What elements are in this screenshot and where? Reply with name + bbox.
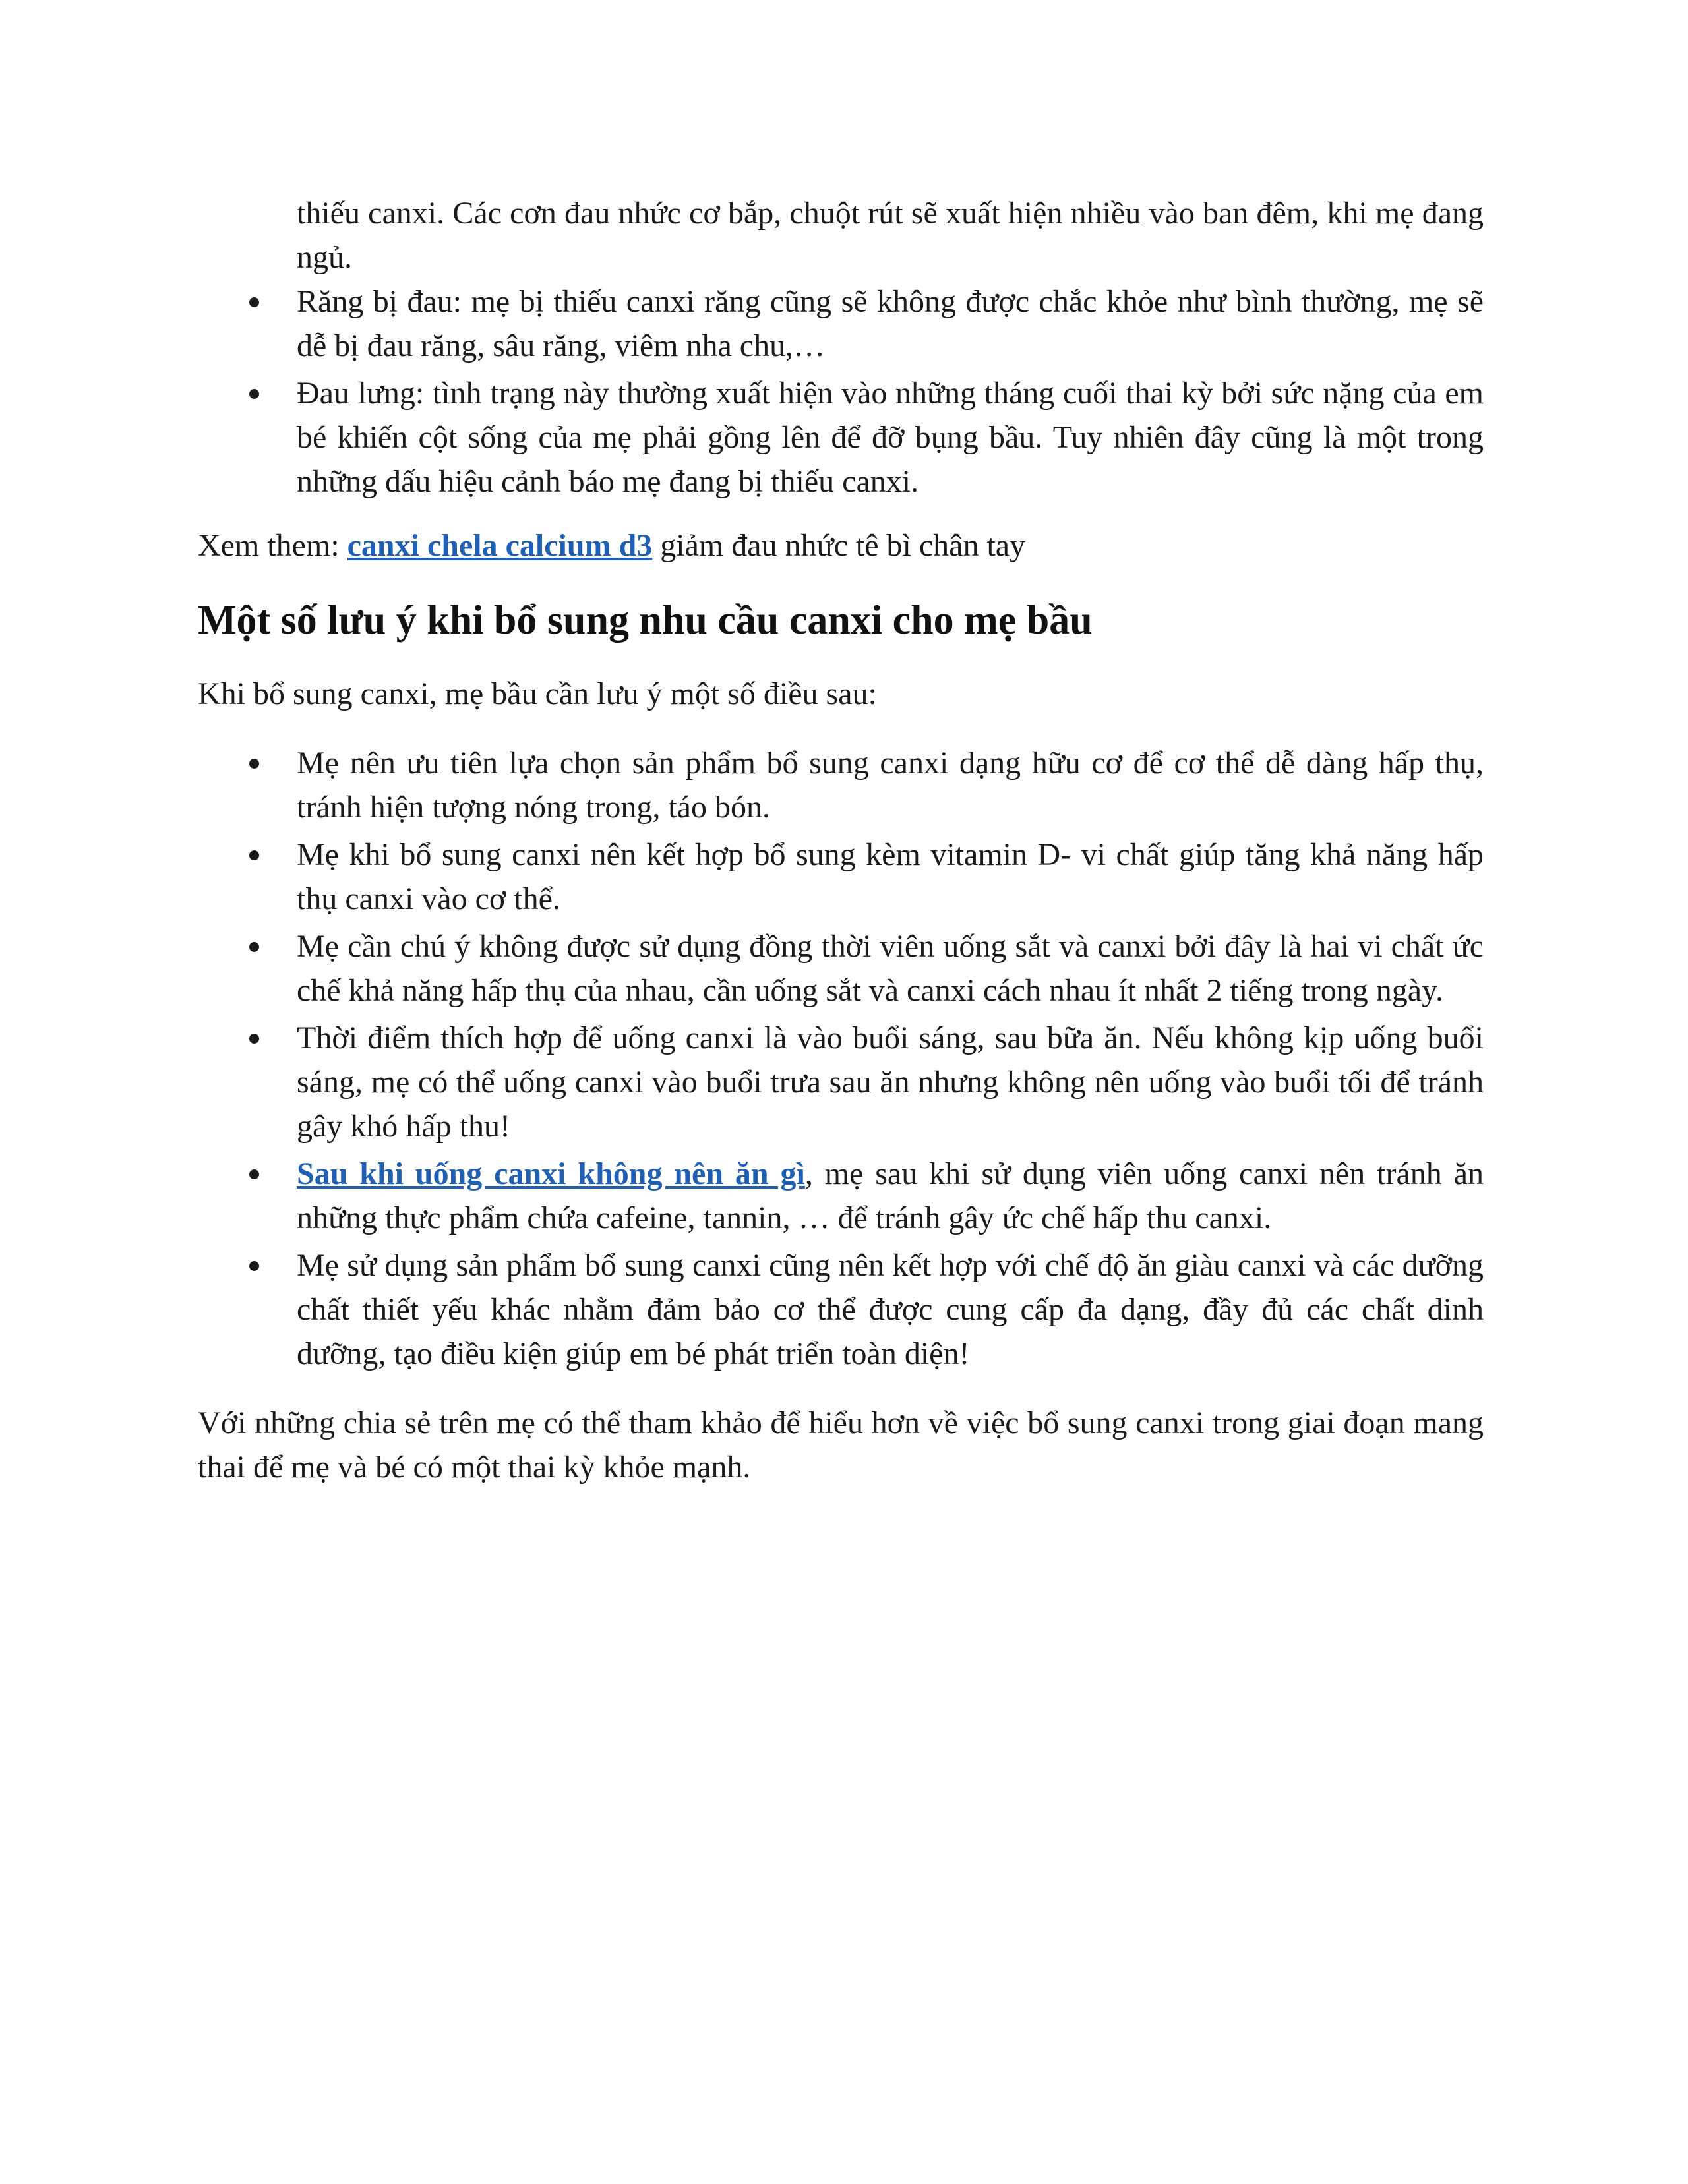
bullet-icon	[249, 1034, 259, 1044]
list-item	[198, 1243, 1484, 1376]
bullet-icon	[249, 759, 259, 769]
list-item-text: Mẹ khi bổ sung canxi nên kết hợp bổ sung kèm vitamin D- vi chất giúp tăng khả năng hấp thụ canxi vào cơ thể.	[297, 837, 1484, 916]
tips-list	[198, 741, 1484, 1376]
list-item	[198, 924, 1484, 1013]
list-item-continuation: thiếu canxi. Các cơn đau nhức cơ bắp, chuột rút sẽ xuất hiện nhiều vào ban đêm, khi mẹ đang ngủ.	[297, 196, 1484, 275]
list-item-text: Mẹ nên ưu tiên lựa chọn sản phẩm bổ sung canxi dạng hữu cơ để cơ thể dễ dàng hấp thụ, tránh hiện tượng nóng trong, táo bón.	[297, 746, 1484, 825]
bullet-icon	[249, 1261, 259, 1271]
bullet-icon	[249, 389, 259, 399]
see-more-suffix: giảm đau nhức tê bì chân tay	[652, 528, 1026, 563]
list-item-text: , mẹ sau khi sử dụng viên uống canxi nên tránh ăn những thực phẩm chứa cafeine, tannin, … để tránh gây ức chế hấp thu canxi.	[297, 1156, 1484, 1235]
list-item	[198, 1016, 1484, 1148]
see-more-prefix: Xem them:	[198, 528, 347, 563]
section-heading: Một số lưu ý khi bổ sung nhu cầu canxi cho mẹ bầu	[198, 598, 1093, 643]
bullet-icon	[249, 1169, 259, 1179]
list-item-text: Mẹ cần chú ý không được sử dụng đồng thời viên uống sắt và canxi bởi đây là hai vi chất ức chế khả năng hấp thụ của nhau, cần uống sắt và canxi cách nhau ít nhất 2 tiếng trong ngày.	[297, 929, 1484, 1008]
after-calcium-food-link[interactable]: Sau khi uống canxi không nên ăn gì	[297, 1156, 805, 1191]
bullet-icon	[249, 942, 259, 952]
closing-paragraph: Với những chia sẻ trên mẹ có thể tham khảo để hiểu hơn về việc bổ sung canxi trong giai đoạn mang thai để mẹ và bé có một thai kỳ khỏe mạnh.	[198, 1405, 1484, 1485]
bullet-icon	[249, 297, 259, 307]
list-item-text: Thời điểm thích hợp để uống canxi là vào buổi sáng, sau bữa ăn. Nếu không kịp uống buổi sáng, mẹ có thể uống canxi vào buổi trưa sau ăn nhưng không nên uống vào buổi tối để tránh gây khó hấp thu!	[297, 1020, 1484, 1144]
intro-paragraph: Khi bổ sung canxi, mẹ bầu cần lưu ý một số điều sau:	[198, 676, 877, 711]
list-item	[198, 833, 1484, 921]
list-item-text: Mẹ sử dụng sản phẩm bổ sung canxi cũng nên kết hợp với chế độ ăn giàu canxi và các dưỡng chất thiết yếu khác nhằm đảm bảo cơ thể được cung cấp đa dạng, đầy đủ các chất dinh dưỡng, tạo điều kiện giúp em bé phát triển toàn diện!	[297, 1248, 1484, 1371]
list-item	[198, 1152, 1484, 1240]
list-item-text: Đau lưng: tình trạng này thường xuất hiện vào những tháng cuối thai kỳ bởi sức nặng của em bé khiến cột sống của mẹ phải gồng lên để đỡ bụng bầu. Tuy nhiên đây cũng là một trong những dấu hiệu cảnh báo mẹ đang bị thiếu canxi.	[297, 376, 1484, 499]
list-item-text: Răng bị đau: mẹ bị thiếu canxi răng cũng sẽ không được chắc khỏe như bình thường, mẹ sẽ dễ bị đau răng, sâu răng, viêm nha chu,…	[297, 284, 1484, 363]
see-more-line	[198, 523, 1484, 568]
symptom-list	[198, 280, 1484, 504]
calcium-d3-link[interactable]: canxi chela calcium d3	[347, 528, 653, 563]
list-item	[198, 741, 1484, 829]
bullet-icon	[249, 850, 259, 860]
list-item	[198, 371, 1484, 504]
list-item	[198, 280, 1484, 368]
document-page	[198, 191, 1484, 1489]
